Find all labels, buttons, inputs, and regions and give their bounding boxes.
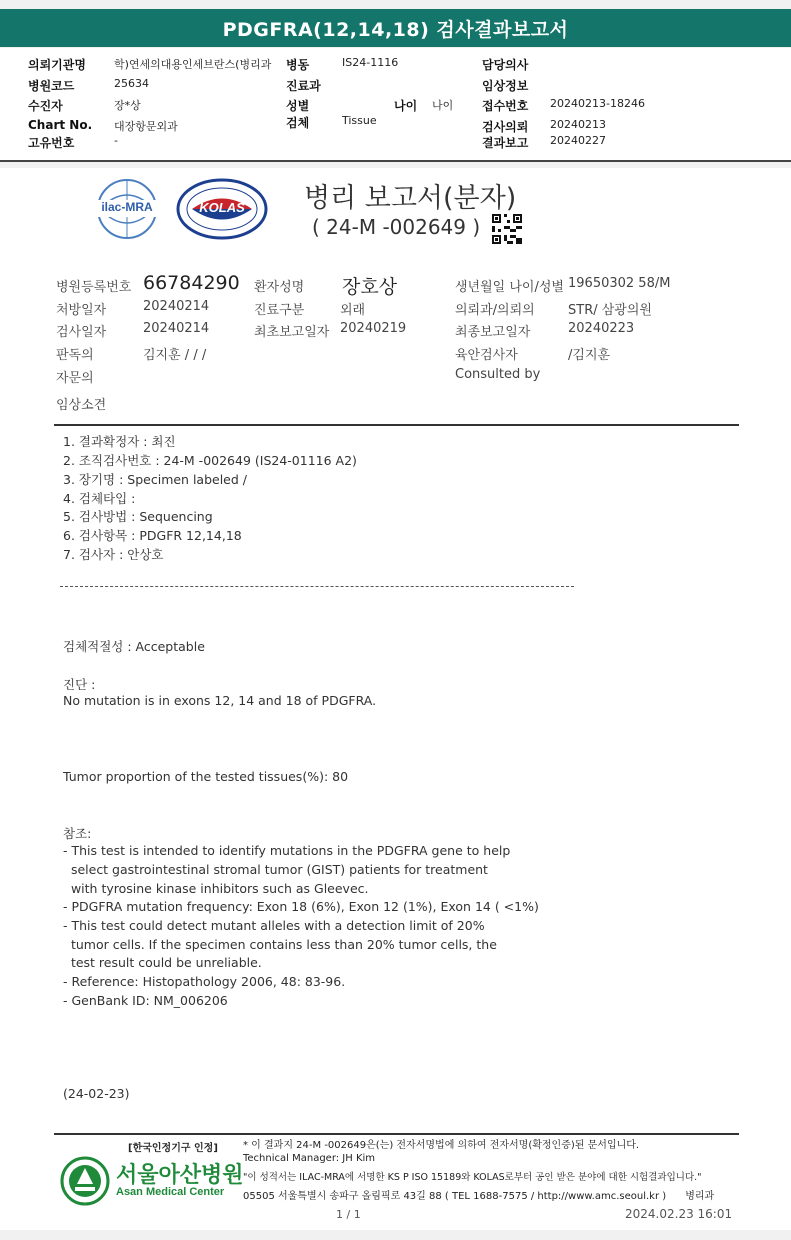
label-sex: 성별 [286,99,310,113]
value-visit-type: 외래 [340,303,366,318]
value-exam-date: 20240214 [143,321,210,336]
footer-esign-note: * 이 결과지 24-M -002649은(는) 전자서명법에 의하여 전자서명(확정인증)된 문서입니다. [243,1140,640,1151]
label-clinical-info: 임상정보 [482,79,529,93]
accreditation-label: [한국인정기구 인정] [128,1143,218,1154]
label-clinical-findings: 임상소견 [56,398,107,413]
label-consultant: 자문의 [56,371,94,386]
item-line: 7. 검사자 : 안상호 [63,547,164,562]
tumor-proportion: Tumor proportion of the tested tissues(%): 80 [63,769,349,784]
reference-line: - Reference: Histopathology 2006, 48: 83-96. [63,974,346,989]
report-paper [0,168,791,1230]
label-final-report-date: 최종보고일자 [455,325,531,340]
value-prescription-date: 20240214 [143,299,210,314]
report-heading: 병리 보고서(분자) [304,183,517,214]
value-request-date: 20240213 [550,118,606,131]
value-ward: IS24-1116 [342,56,399,69]
value-specimen: Tissue [342,114,377,127]
report-date: (24-02-23) [63,1086,130,1101]
item-line: 5. 검사방법 : Sequencing [63,509,213,524]
report-title: PDGFRA(12,14,18) 검사결과보고서 [222,19,569,41]
label-request-date: 검사의뢰 [482,120,529,134]
header-info [0,48,791,162]
label-registration-no: 병원등록번호 [56,280,132,295]
print-timestamp: 2024.02.23 16:01 [625,1207,733,1221]
label-exam-date: 검사일자 [56,325,107,340]
label-age: 나이 [394,99,418,113]
item-line: 3. 장기명 : Specimen labeled / [63,472,247,487]
value-result-date: 20240227 [550,134,606,147]
item-line: 4. 검체타입 : [63,491,136,506]
label-receipt-no: 접수번호 [482,99,529,113]
value-referring-dept: STR/ 삼광의원 [568,303,652,318]
kolas-logo [176,178,268,240]
value-patient-name: 장호상 [342,276,398,298]
label-birth-age-sex: 생년월일 나이/성별 [455,280,564,295]
value-birth-age-sex: 19650302 58/M [568,276,671,291]
value-final-report-date: 20240223 [568,321,635,336]
label-first-report-date: 최초보고일자 [254,325,330,340]
ilac-mra-logo-text: ilac-MRA [101,200,153,214]
value-requesting-institution: 학)연세의대용인세브란스(병리과 [114,58,272,71]
hospital-name-en: Asan Medical Center [116,1186,225,1198]
label-pathologist: 판독의 [56,348,94,363]
reference-line: - This test could detect mutant alleles with a detection limit of 20% [63,918,485,933]
value-chart-no: 대장항문외과 [114,120,178,133]
footer-technical-manager: Technical Manager: JH Kim [243,1153,376,1164]
label-patient-name: 환자성명 [254,280,305,295]
kolas-logo-text: KOLAS [199,200,245,215]
reference-label: 참조: [63,826,92,841]
dashed-separator [60,586,574,587]
label-unique-no: 고유번호 [28,136,75,150]
report-title-bar [0,9,791,47]
page-indicator: 1 / 1 [336,1208,361,1221]
item-line: 6. 검사항목 : PDGFR 12,14,18 [63,528,242,543]
value-consulted-by: Consulted by [455,367,541,382]
diagnosis-text: No mutation is in exons 12, 14 and 18 of PDGFRA. [63,693,377,708]
reference-line: - GenBank ID: NM_006206 [63,993,228,1008]
label-visit-type: 진료구분 [254,303,305,318]
qr-code-icon [492,214,522,244]
specimen-adequacy: 검체적절성 : Acceptable [63,639,205,654]
section-divider [54,424,739,426]
item-line: 1. 결과확정자 : 최진 [63,434,176,449]
label-ward: 병동 [286,58,310,72]
label-prescription-date: 처방일자 [56,303,107,318]
label-gross-examiner: 육안검사자 [455,348,518,363]
value-age: 나이 [432,99,454,112]
footer-divider [54,1133,739,1135]
reference-line: - This test is intended to identify mutations in the PDGFRA gene to help [63,843,511,858]
value-first-report-date: 20240219 [340,321,407,336]
amc-emblem-icon [60,1156,110,1206]
label-examinee: 수진자 [28,99,63,113]
footer-accreditation-note: "이 성적서는 ILAC-MRA에 서명한 KS P ISO 15189와 KOLAS로부터 공인 받은 분야에 대한 시험결과입니다." [243,1172,702,1183]
footer-address: 05505 서울특별시 송파구 올림픽로 43길 88 ( TEL 1688-7575 / http://www.amc.seoul.kr ) 병리과 [243,1191,715,1202]
reference-line: with tyrosine kinase inhibitors such as Gleevec. [63,881,369,896]
value-gross-examiner: /김지훈 [568,348,611,363]
hospital-name-kr: 서울아산병원 [116,1163,244,1188]
report-number: ( 24-M -002649 ) [312,215,481,239]
value-receipt-no: 20240213-18246 [550,97,645,110]
value-registration-no: 66784290 [143,272,240,294]
item-line: 2. 조직검사번호 : 24-M -002649 (IS24-01116 A2) [63,453,357,468]
diagnosis-label: 진단 : [63,677,96,692]
label-hospital-code: 병원코드 [28,79,75,93]
value-examinee: 장*상 [114,99,141,112]
ilac-mra-logo [92,177,162,241]
label-result-date: 결과보고 [482,136,529,150]
reference-line: tumor cells. If the specimen contains less than 20% tumor cells, the [63,937,497,952]
label-chart-no: Chart No. [28,118,93,132]
label-requesting-institution: 의뢰기관명 [28,58,86,72]
value-pathologist: 김지훈 / / / [143,348,207,363]
reference-line: - PDGFRA mutation frequency: Exon 18 (6%), Exon 12 (1%), Exon 14 ( <1%) [63,899,539,914]
reference-line: select gastrointestinal stromal tumor (GIST) patients for treatment [63,862,488,877]
label-specimen: 검체 [286,116,310,130]
label-referring-dept: 의뢰과/의뢰의 [455,303,535,318]
label-department: 진료과 [286,79,321,93]
reference-line: test result could be unreliable. [63,955,262,970]
value-hospital-code: 25634 [114,77,149,90]
value-unique-no: - [114,134,118,147]
label-physician: 담당의사 [482,58,529,72]
